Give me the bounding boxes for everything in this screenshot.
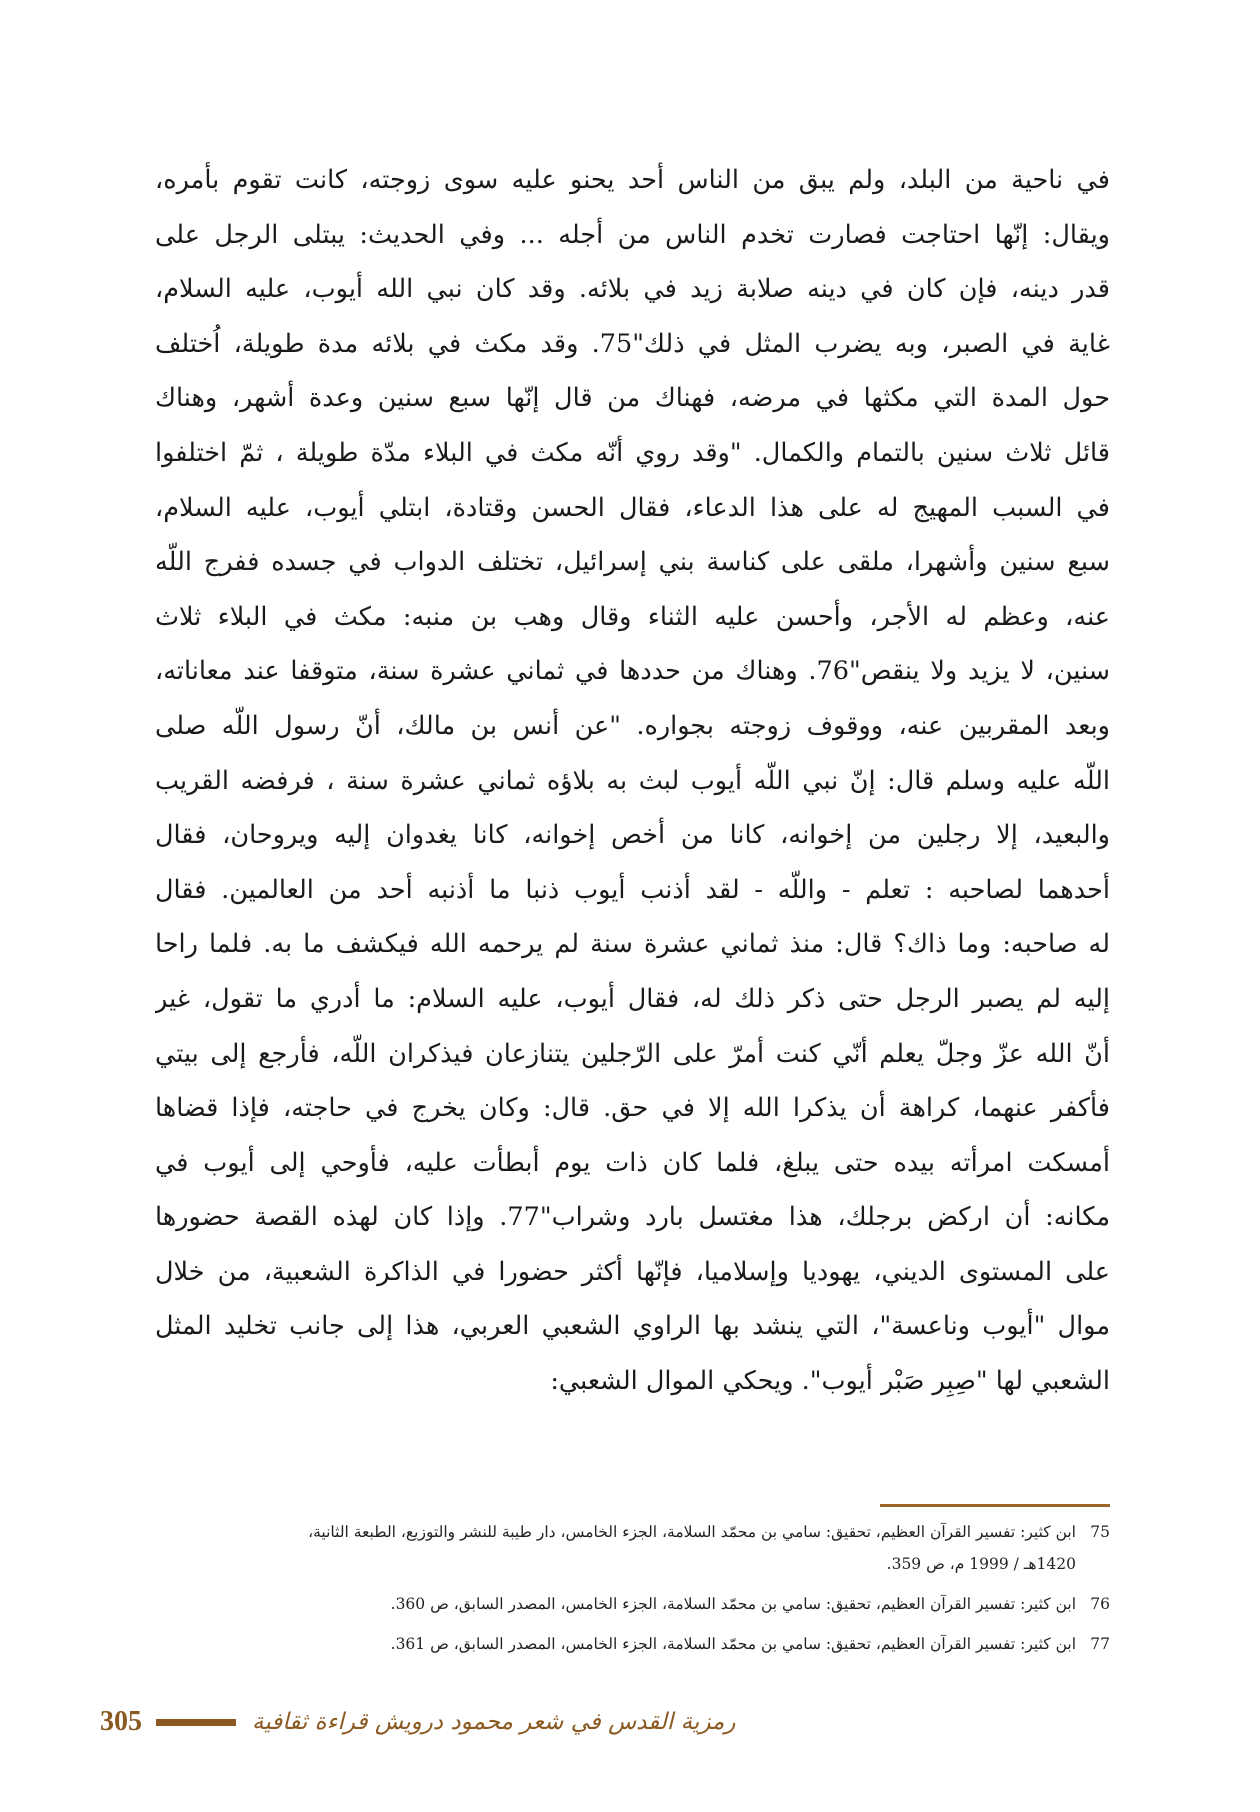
body-line: أمسكت امرأته بيده حتى يبلغ، فلما كان ذات يوم أبطأت عليه، فأوحي إلى أيوب في <box>155 1147 1110 1178</box>
body-line: ويقال: إنّها احتاجت فصارت تخدم الناس من أجله ... وفي الحديث: يبتلى الرجل على <box>155 219 1110 250</box>
footnote-number: 75 <box>1090 1523 1110 1541</box>
page-footer <box>100 1700 800 1744</box>
footnotes <box>120 1516 1110 1668</box>
body-line: حول المدة التي مكثها في مرضه، فهناك من قال إنّها سبع سنين وعدة أشهر، وهناك <box>155 383 1110 414</box>
body-line: قائل ثلاث سنين بالتمام والكمال. "وقد روي أنّه مكث في البلاء مدّة طويلة ، ثمّ اختلفوا <box>155 437 1110 468</box>
body-line: أنّ الله عزّ وجلّ يعلم أنّي كنت أمرّ على الرّجلين يتنازعان فيذكران اللّه، فأرجع إلى بيتي <box>155 1038 1110 1069</box>
footnote-number: 76 <box>1090 1595 1110 1613</box>
body-line: عنه، وعظم له الأجر، وأحسن عليه الثناء وقال وهب بن منبه: مكث في البلاء ثلاث <box>155 601 1110 632</box>
footnote-text <box>120 1628 1076 1660</box>
footer-rule <box>156 1719 236 1726</box>
body-line: موال "أيوب وناعسة"، التي ينشد بها الراوي الشعبي العربي، هذا إلى جانب تخليد المثل <box>155 1311 1110 1342</box>
body-line: وبعد المقربين عنه، ووقوف زوجته بجواره. "عن أنس بن مالك، أنّ رسول اللّه صلى <box>155 710 1110 741</box>
footnote-line: ابن كثير: تفسير القرآن العظيم، تحقيق: سامي بن محمّد السلامة، الجزء الخامس، المصدر السابق، ص 361. <box>390 1635 1076 1653</box>
body-line: والبعيد، إلا رجلين من إخوانه، كانا من أخص إخوانه، كانا يغدوان إليه ويروحان، فقال <box>155 820 1110 851</box>
footnote-text <box>120 1588 1076 1620</box>
body-line: فأكفر عنهما، كراهة أن يذكرا الله إلا في حق. قال: وكان يخرج في حاجته، فإذا قضاها <box>155 1093 1110 1124</box>
footnote-line: 1420هـ / 1999 م، ص 359. <box>886 1555 1076 1573</box>
footnote-separator <box>880 1504 1110 1507</box>
body-line: قدر دينه، فإن كان في دينه صلابة زيد في بلائه. وقد كان نبي الله أيوب، عليه السلام، <box>155 274 1110 305</box>
running-title: رمزية القدس في شعر محمود درويش قراءة ثقافية <box>252 1709 736 1735</box>
body-line: على المستوى الديني، يهوديا وإسلاميا، فإنّها أكثر حضورا في الذاكرة الشعبية، من خلال <box>155 1256 1110 1287</box>
body-line: سنين، لا يزيد ولا ينقص"76. وهناك من حددها في ثماني عشرة سنة، متوقفا عند معاناته، <box>155 656 1110 687</box>
footnote <box>120 1628 1110 1660</box>
footnote <box>120 1588 1110 1620</box>
body-line: الشعبي لها "صِبِر صَبْر أيوب". ويحكي الموال الشعبي: <box>550 1366 1110 1397</box>
body-line: أحدهما لصاحبه : تعلم - واللّه - لقد أذنب أيوب ذنبا ما أذنبه أحد من العالمين. فقال <box>155 874 1110 905</box>
footnote-line: ابن كثير: تفسير القرآن العظيم، تحقيق: سامي بن محمّد السلامة، الجزء الخامس، المصدر السابق، ص 360. <box>390 1595 1076 1613</box>
body-line: في السبب المهيج له على هذا الدعاء، فقال الحسن وقتادة، ابتلي أيوب، عليه السلام، <box>155 492 1110 523</box>
footnote <box>120 1516 1110 1580</box>
footnote-line: ابن كثير: تفسير القرآن العظيم، تحقيق: سامي بن محمّد السلامة، الجزء الخامس، دار طيبة للنشر والتوزيع، الطبعة الثانية، <box>308 1523 1076 1541</box>
body-line: إليه لم يصبر الرجل حتى ذكر ذلك له، فقال أيوب، عليه السلام: ما أدري ما تقول، غير <box>155 983 1110 1014</box>
body-line: في ناحية من البلد، ولم يبق من الناس أحد يحنو عليه سوى زوجته، كانت تقوم بأمره، <box>155 165 1110 195</box>
body-line: اللّه عليه وسلم قال: إنّ نبي اللّه أيوب لبث به بلاؤه ثماني عشرة سنة ، فرفضه القريب <box>155 765 1110 796</box>
footnote-text <box>120 1516 1076 1580</box>
footnote-number: 77 <box>1090 1635 1110 1653</box>
page-number: 305 <box>100 1706 142 1737</box>
body-line: مكانه: أن اركض برجلك، هذا مغتسل بارد وشراب"77. وإذا كان لهذه القصة حضورها <box>155 1202 1110 1233</box>
body-line: غاية في الصبر، وبه يضرب المثل في ذلك"75. وقد مكث في بلائه مدة طويلة، اُختلف <box>155 328 1110 359</box>
body-line: له صاحبه: وما ذاك؟ قال: منذ ثماني عشرة سنة لم يرحمه الله فيكشف ما به. فلما راحا <box>155 929 1110 960</box>
body-text <box>155 153 1110 1409</box>
body-line: سبع سنين وأشهرا، ملقى على كناسة بني إسرائيل، تختلف الدواب في جسده ففرج اللّه <box>155 547 1110 578</box>
